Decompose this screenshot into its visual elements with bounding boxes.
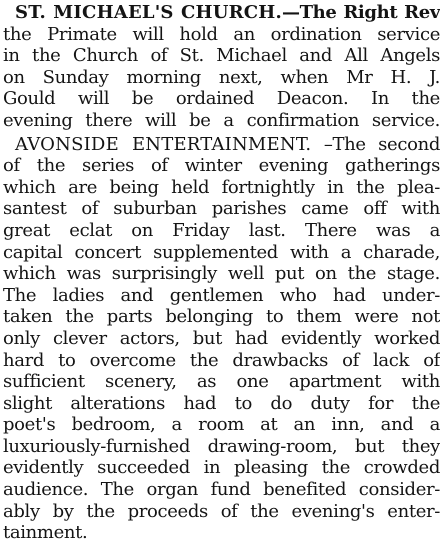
article-text-line: which are being held fortnightly in the plea-	[3, 176, 440, 198]
article-text-line: of the series of winter evening gatherings	[3, 155, 440, 177]
article-text-line: –The second	[311, 133, 440, 155]
article-first-line	[3, 2, 440, 24]
article-headline: AVONSIDE ENTERTAINMENT.	[15, 133, 312, 155]
article-text-line: audience. The organ fund benefited consider-	[3, 479, 440, 501]
article-text-line: —The Right Rev	[281, 2, 440, 23]
article-text-line: poet's bedroom, a room at an inn, and a	[3, 414, 440, 436]
article-avonside-entertainment	[3, 134, 440, 544]
article-text-line: evening there will be a confirmation service.	[3, 109, 440, 131]
article-text-line: great eclat on Friday last. There was a	[3, 219, 440, 241]
article-text-line: tainment.	[3, 522, 88, 544]
article-text-line: santest of suburban parishes came off with	[3, 198, 440, 220]
article-text-line: evidently succeeded in pleasing the crowded	[3, 457, 440, 479]
article-text-line: sufficient scenery, as one apartment with	[3, 371, 440, 393]
article-text-line: only clever actors, but had evidently worked	[3, 327, 440, 349]
article-text-line: taken the parts belonging to them were not	[3, 306, 440, 328]
article-text-line: The ladies and gentlemen who had under-	[3, 284, 440, 306]
article-text-line: in the Church of St. Michael and All Angels	[3, 45, 440, 67]
article-first-line	[3, 134, 440, 156]
article-text-line: slight alterations had to do duty for the	[3, 392, 440, 414]
article-headline: ST. MICHAEL'S CHURCH.	[15, 2, 282, 23]
article-text-line: Gould will be ordained Deacon. In the	[3, 88, 440, 110]
article-text-line: ably by the proceeds of the evening's enter-	[3, 500, 440, 522]
article-text-line: capital concert supplemented with a charade,	[3, 241, 440, 263]
article-st-michaels-church	[3, 2, 440, 132]
article-text-line: the Primate will hold an ordination service	[3, 23, 440, 45]
article-text-line: luxuriously-furnished drawing-room, but they	[3, 435, 440, 457]
article-text-line: which was surprisingly well put on the stage.	[3, 263, 440, 285]
article-text-line: on Sunday morning next, when Mr H. J.	[3, 66, 440, 88]
article-text-line: hard to overcome the drawbacks of lack of	[3, 349, 440, 371]
